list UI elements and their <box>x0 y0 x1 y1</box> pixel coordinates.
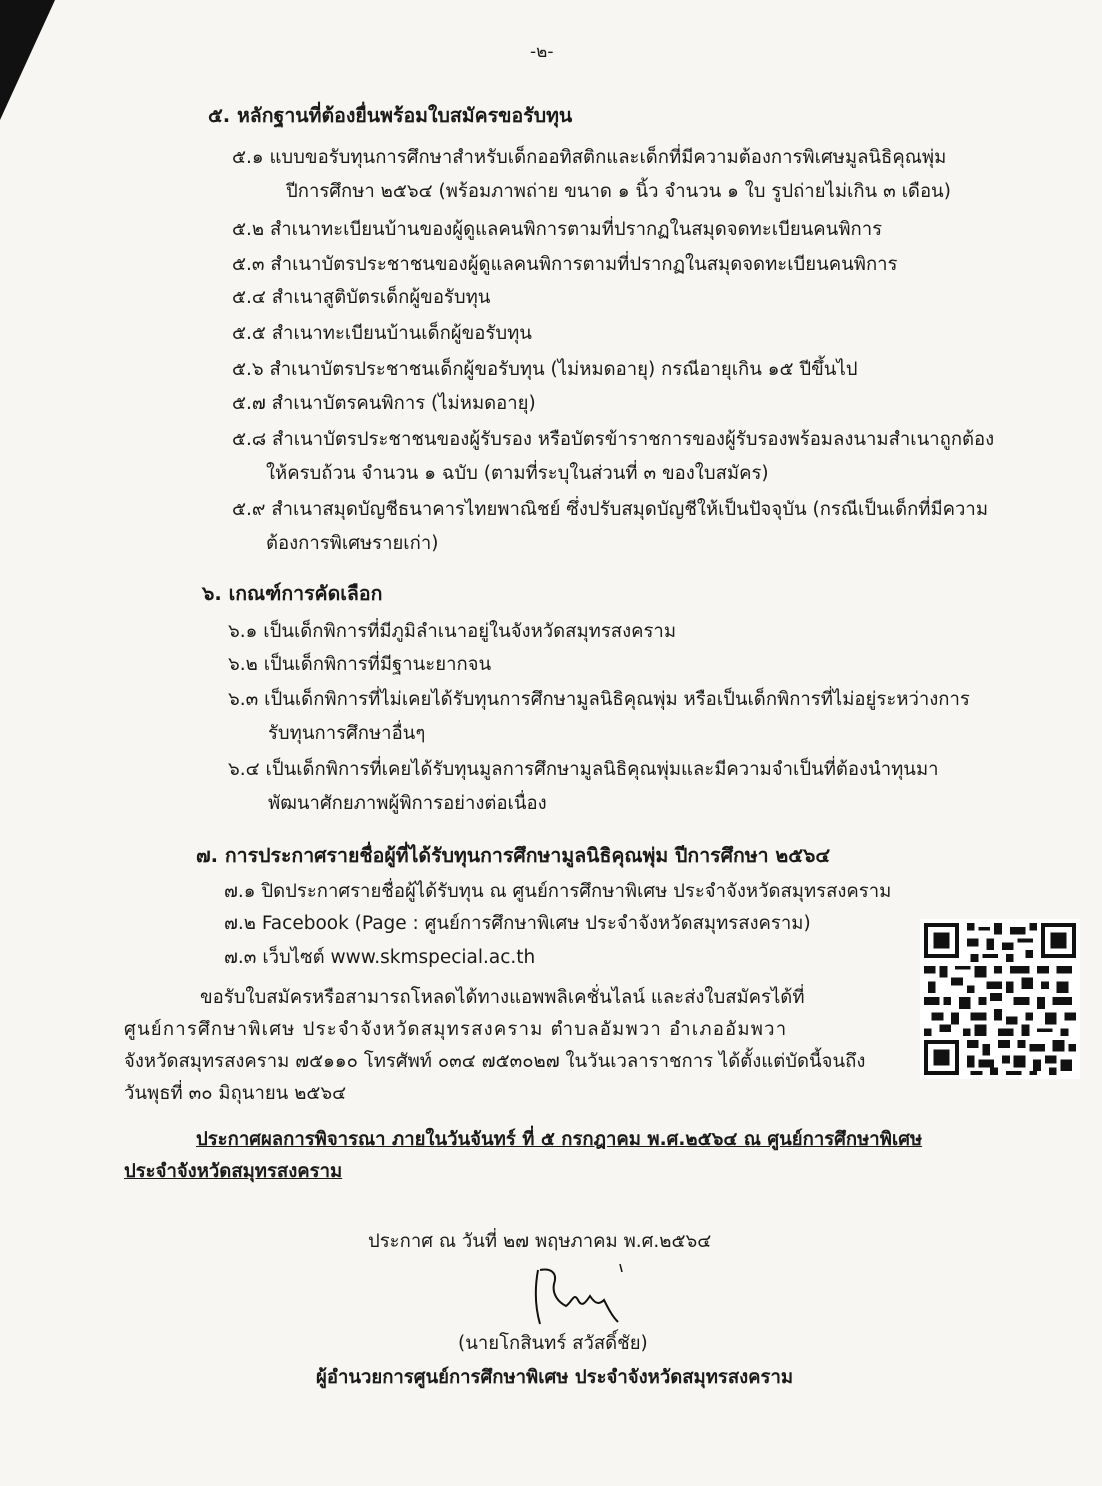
section5-heading: ๕. หลักฐานที่ต้องยื่นพร้อมใบสมัครขอรับทุน <box>208 104 573 127</box>
application-paragraph <box>124 982 904 1110</box>
section6-item: ๖.๔ เป็นเด็กพิการที่เคยได้รับทุนมูลการศึกษามูลนิธิคุณพุ่มและมีความจำเป็นที่ต้องนำทุนมา <box>228 759 939 780</box>
section5-item: ๕.๓ สำเนาบัตรประชาชนของผู้ดูแลคนพิการตามที่ปรากฏในสมุดจดทะเบียนคนพิการ <box>232 254 898 275</box>
section5-item: ๕.๘ สำเนาบัตรประชาชนของผู้รับรอง หรือบัตรข้าราชการของผู้รับรองพร้อมลงนามสำเนาถูกต้อง <box>232 429 995 450</box>
section7-item: ๗.๑ ปิดประกาศรายชื่อผู้ได้รับทุน ณ ศูนย์การศึกษาพิเศษ ประจำจังหวัดสมุทรสงคราม <box>224 881 892 902</box>
section5-item: ๕.๕ สำเนาทะเบียนบ้านเด็กผู้ขอรับทุน <box>232 323 532 344</box>
result-notice-line: ประจำจังหวัดสมุทรสงคราม <box>124 1161 343 1182</box>
signatory-title: ผู้อำนวยการศูนย์การศึกษาพิเศษ ประจำจังหวัดสมุทรสงคราม <box>316 1367 794 1388</box>
section6-heading: ๖. เกณฑ์การคัดเลือก <box>202 582 383 605</box>
section6-item: รับทุนการศึกษาอื่นๆ <box>268 723 426 744</box>
section5-item: ๕.๑ แบบขอรับทุนการศึกษาสำหรับเด็กออทิสติกและเด็กที่มีความต้องการพิเศษมูลนิธิคุณพุ่ม <box>232 147 947 168</box>
section5-item: ๕.๗ สำเนาบัตรคนพิการ (ไม่หมดอายุ) <box>232 393 536 414</box>
qr-code-icon <box>920 918 1080 1080</box>
section6-item: พัฒนาศักยภาพผู้พิการอย่างต่อเนื่อง <box>268 793 547 814</box>
page-number: -๒- <box>530 42 554 62</box>
signature-mark <box>528 1262 628 1328</box>
section5-item: ๕.๙ สำเนาสมุดบัญชีธนาคารไทยพาณิชย์ ซึ่งปรับสมุดบัญชีให้เป็นปัจจุบัน (กรณีเป็นเด็กที่มีความ <box>232 499 989 520</box>
paragraph-line: ศูนย์การศึกษาพิเศษ ประจำจังหวัดสมุทรสงคราม ตำบลอัมพวา อำเภออัมพวา <box>124 1019 788 1040</box>
section7-item: ๗.๒ Facebook (Page : ศูนย์การศึกษาพิเศษ ประจำจังหวัดสมุทรสงคราม) <box>224 913 811 934</box>
signatory-name: (นายโกสินทร์ สวัสดิ์ชัย) <box>458 1333 648 1354</box>
result-notice-line: ประกาศผลการพิจารณา ภายในวันจันทร์ ที่ ๕ กรกฎาคม พ.ศ.๒๕๖๔ ณ ศูนย์การศึกษาพิเศษ <box>196 1129 923 1150</box>
scan-corner-shadow <box>0 0 55 120</box>
paragraph-line: ขอรับใบสมัครหรือสามารถโหลดได้ทางแอพพลิเคชั่นไลน์ และส่งใบสมัครได้ที่ <box>200 987 805 1008</box>
section7-heading: ๗. การประกาศรายชื่อผู้ที่ได้รับทุนการศึกษามูลนิธิคุณพุ่ม ปีการศึกษา ๒๕๖๔ <box>196 844 831 867</box>
announcement-date: ประกาศ ณ วันที่ ๒๗ พฤษภาคม พ.ศ.๒๕๖๔ <box>368 1231 712 1252</box>
section5-item: ๕.๖ สำเนาบัตรประชาชนเด็กผู้ขอรับทุน (ไม่หมดอายุ) กรณีอายุเกิน ๑๕ ปีขึ้นไป <box>232 359 858 380</box>
section6-item: ๖.๓ เป็นเด็กพิการที่ไม่เคยได้รับทุนการศึกษามูลนิธิคุณพุ่ม หรือเป็นเด็กพิการที่ไม่อยู่ระหว่างการ <box>228 689 970 710</box>
section5-item: ให้ครบถ้วน จำนวน ๑ ฉบับ (ตามที่ระบุในส่วนที่ ๓ ของใบสมัคร) <box>266 463 769 484</box>
section6-item: ๖.๒ เป็นเด็กพิการที่มีฐานะยากจน <box>228 654 492 675</box>
section5-item: ๕.๔ สำเนาสูติบัตรเด็กผู้ขอรับทุน <box>232 287 491 308</box>
section5-item: ปีการศึกษา ๒๕๖๔ (พร้อมภาพถ่าย ขนาด ๑ นิ้ว จำนวน ๑ ใบ รูปถ่ายไม่เกิน ๓ เดือน) <box>286 181 951 202</box>
section5-item: ๕.๒ สำเนาทะเบียนบ้านของผู้ดูแลคนพิการตามที่ปรากฏในสมุดจดทะเบียนคนพิการ <box>232 219 883 240</box>
section7-item: ๗.๓ เว็บไซต์ www.skmspecial.ac.th <box>224 947 536 968</box>
paragraph-line: วันพุธที่ ๓๐ มิถุนายน ๒๕๖๔ <box>124 1083 347 1104</box>
section5-item: ต้องการพิเศษรายเก่า) <box>266 533 439 554</box>
paragraph-line: จังหวัดสมุทรสงคราม ๗๕๑๑๐ โทรศัพท์ ๐๓๔ ๗๕๓๐๒๗ ในวันเวลาราชการ ได้ตั้งแต่บัดนี้จนถึง <box>124 1051 866 1072</box>
section6-item: ๖.๑ เป็นเด็กพิการที่มีภูมิลำเนาอยู่ในจังหวัดสมุทรสงคราม <box>228 621 677 642</box>
